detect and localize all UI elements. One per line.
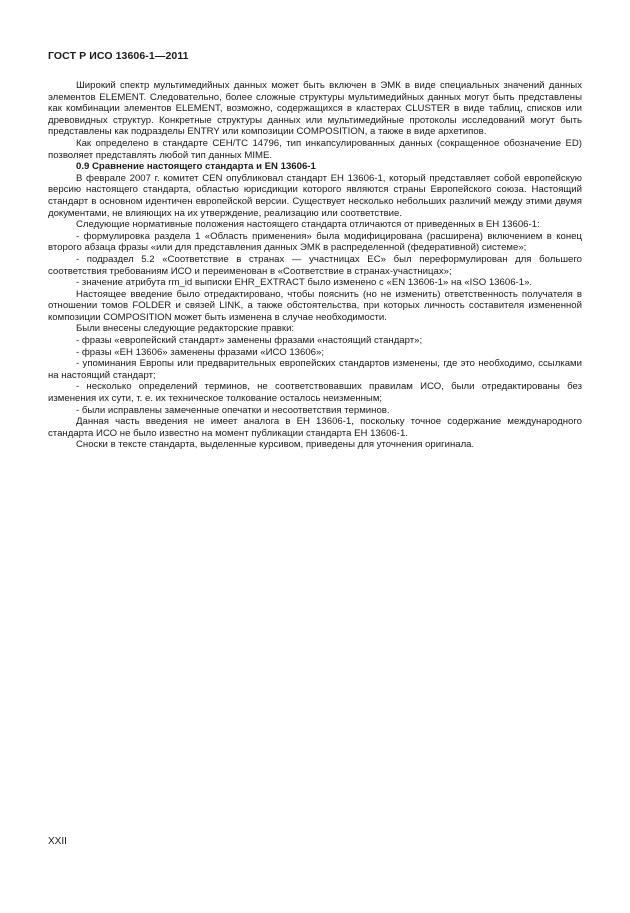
list-item-definitions: - несколько определений терминов, не соответствовавших правилам ИСО, были отредактированы без изменения их сути, т. е. их техническое толкование осталось неизменным; — [48, 381, 582, 405]
list-item-typos: - были исправлены замеченные опечатки и несоответствия терминов. — [76, 404, 390, 416]
paragraph-no-analogue: Данная часть введения не имеет аналога в EH 13606-1, поскольку точное содержание международного стандарта ИСО не было известно на момент публикации стандарта EH 13606-1. — [48, 416, 582, 439]
paragraph-footnotes: Сноски в тексте стандарта, выделенные курсивом, приведены для уточнения оригинала. — [76, 439, 475, 451]
list-item-europe-references: - упоминания Европы или предварительных европейских стандартов изменены, где это необходимо, ссылками на настоящий стандарт; — [48, 358, 582, 381]
paragraph-multimedia: Широкий спектр мультимедийных данных может быть включен в ЭМК в виде специальных значений данных элементов ELEMENT. Следовательно, более сложные структуры мультимедийных данных могут быть представлены как комбинации элементов ELEMENT, возможно, содержащихся в кластерах CLUSTER в виде таблиц, списков или древовидных структур. Конкретные структуры данных или мультимедийные протоколы исследований могут быть представлены как подразделы ENTRY или композиции COMPOSITION, а также в виде архетипов. — [48, 80, 582, 138]
document-body — [48, 80, 582, 451]
list-item-european-standard: - фразы «европейский стандарт» заменены фразами «настоящий стандарт»; — [76, 335, 423, 347]
list-item-rm-id-change: - значение атрибута rm_id выписки EHR_EXTRACT было изменено с «EN 13606-1» на «ISO 13606-1». — [76, 277, 533, 289]
document-header: ГОСТ Р ИСО 13606-1—2011 — [48, 50, 189, 62]
section-heading-comparison: 0.9 Сравнение настоящего стандарта и EN 13606-1 — [76, 161, 316, 173]
page-number: XXII — [48, 836, 67, 847]
list-item-eh-13606: - фразы «EH 13606» заменены фразами «ИСО 13606»; — [76, 346, 325, 358]
paragraph-introduction-edited: Настоящее введение было отредактировано, чтобы пояснить (но не изменить) ответственность получателя в отношении томов FOLDER и связей LINK, а также обстоятельства, при которых личность составителя измененной композиции COMPOSITION может быть изменена в случае необходимости. — [48, 288, 582, 323]
paragraph-editorial-changes: Были внесены следующие редакторские правки: — [76, 323, 295, 335]
paragraph-normative-differences: Следующие нормативные положения настоящего стандарта отличаются от приведенных в EH 13606-1: — [76, 219, 540, 231]
list-item-scope-change: - формулировка раздела 1 «Область применения» была модифицирована (расширена) включением в конец второго абзаца фразы «или для представления данных ЭМК в распределенной (федеративной) системе»; — [48, 230, 582, 254]
list-item-subsection-change: - подраздел 5.2 «Соответствие в странах — участницах ЕС» был переформулирован для большего соответствия требованиям ИСО и переименован в «Соответствие в странах-участницах»; — [48, 253, 582, 277]
paragraph-encapsulated-data: Как определено в стандарте CEH/TC 14796, тип инкапсулированных данных (сокращенное обозначение ED) позволяет представлять любой тип данных MIME. — [48, 137, 582, 161]
paragraph-cen-publication: В феврале 2007 г. комитет CEN опубликовал стандарт EH 13606-1, который представляет собой европейскую версию настоящего стандарта, областью юрисдикции которого являются страны Европейского союза. Настоящий стандарт в основном идентичен европейской версии. Существует несколько небольших различий между этими двумя документами, не влияющих на их утверждение, реализацию или соответствие. — [48, 172, 582, 219]
